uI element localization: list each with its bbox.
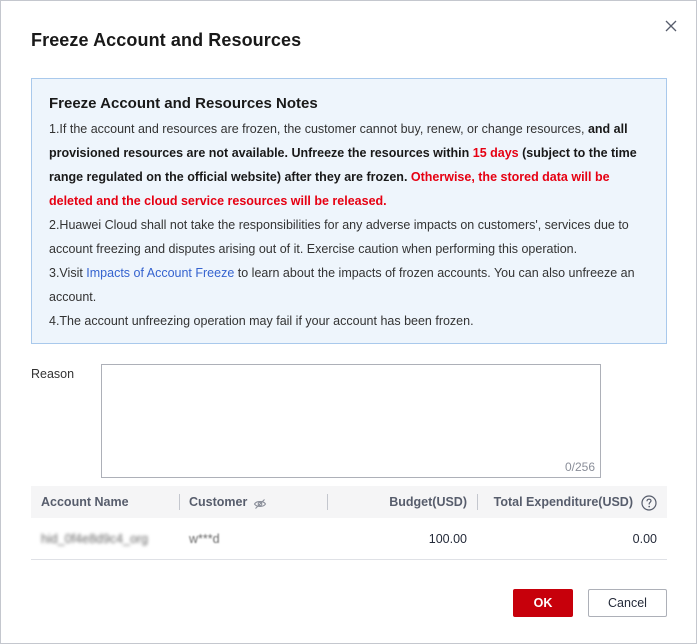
col-total-expenditure: Total Expenditure(USD) xyxy=(493,495,633,509)
note-1 xyxy=(49,117,649,213)
notes-title: Freeze Account and Resources Notes xyxy=(49,95,318,112)
ok-button[interactable]: OK xyxy=(513,589,573,617)
help-button[interactable] xyxy=(641,486,657,518)
col-customer: Customer xyxy=(189,495,248,509)
note-1-warning: Otherwise, the stored data will be deleted and the cloud service resources will be released. xyxy=(49,170,610,208)
note-1-text-c: (subject to the time range regulated on the official website) after they are frozen. xyxy=(49,146,637,184)
table-row xyxy=(31,518,667,560)
dialog-title: Freeze Account and Resources xyxy=(31,30,302,50)
close-button[interactable] xyxy=(661,16,681,36)
cell-budget: 100.00 xyxy=(428,532,467,546)
close-icon xyxy=(665,20,677,32)
toggle-visibility-button[interactable] xyxy=(253,487,267,519)
help-icon xyxy=(641,495,657,511)
note-3-text-a: 3.Visit xyxy=(49,266,87,280)
note-1-text-a: 1.If the account and resources are frozen, the customer cannot buy, renew, or change resources, xyxy=(49,122,588,136)
cell-customer xyxy=(189,518,220,560)
eye-off-icon xyxy=(253,497,267,511)
cell-total-expenditure: 0.00 xyxy=(632,532,657,546)
col-account-name: Account Name xyxy=(41,495,129,509)
note-1-text-b: and all provisioned resources are not available. Unfreeze the resources within xyxy=(49,122,628,160)
col-separator xyxy=(179,494,180,510)
cell-account-name: hid_0f4e8d9c4_org xyxy=(41,532,149,546)
reason-input[interactable] xyxy=(102,365,600,477)
col-separator xyxy=(327,494,328,510)
notes-panel xyxy=(31,78,667,344)
note-1-days: 15 days xyxy=(472,146,519,160)
account-table xyxy=(31,486,667,560)
table-header xyxy=(31,486,667,518)
reason-char-counter: 0/256 xyxy=(564,460,595,474)
cell-customer-text: w***d xyxy=(189,532,220,546)
impacts-of-freeze-link[interactable]: Impacts of Account Freeze xyxy=(86,266,235,280)
note-4: 4.The account unfreezing operation may fail if your account has been frozen. xyxy=(49,314,474,328)
reason-field-wrapper xyxy=(101,364,601,478)
note-3-text-b: to learn about the impacts of frozen accounts. You can also unfreeze an account. xyxy=(49,266,635,304)
note-3 xyxy=(49,261,649,309)
col-separator xyxy=(477,494,478,510)
cancel-button[interactable]: Cancel xyxy=(588,589,667,617)
note-2: 2.Huawei Cloud shall not take the responsibilities for any adverse impacts on customers', services due to account freezing and disputes arising out of it. Exercise caution when performing this operation. xyxy=(49,218,629,256)
col-budget: Budget(USD) xyxy=(389,495,467,509)
reason-label: Reason xyxy=(31,367,75,381)
